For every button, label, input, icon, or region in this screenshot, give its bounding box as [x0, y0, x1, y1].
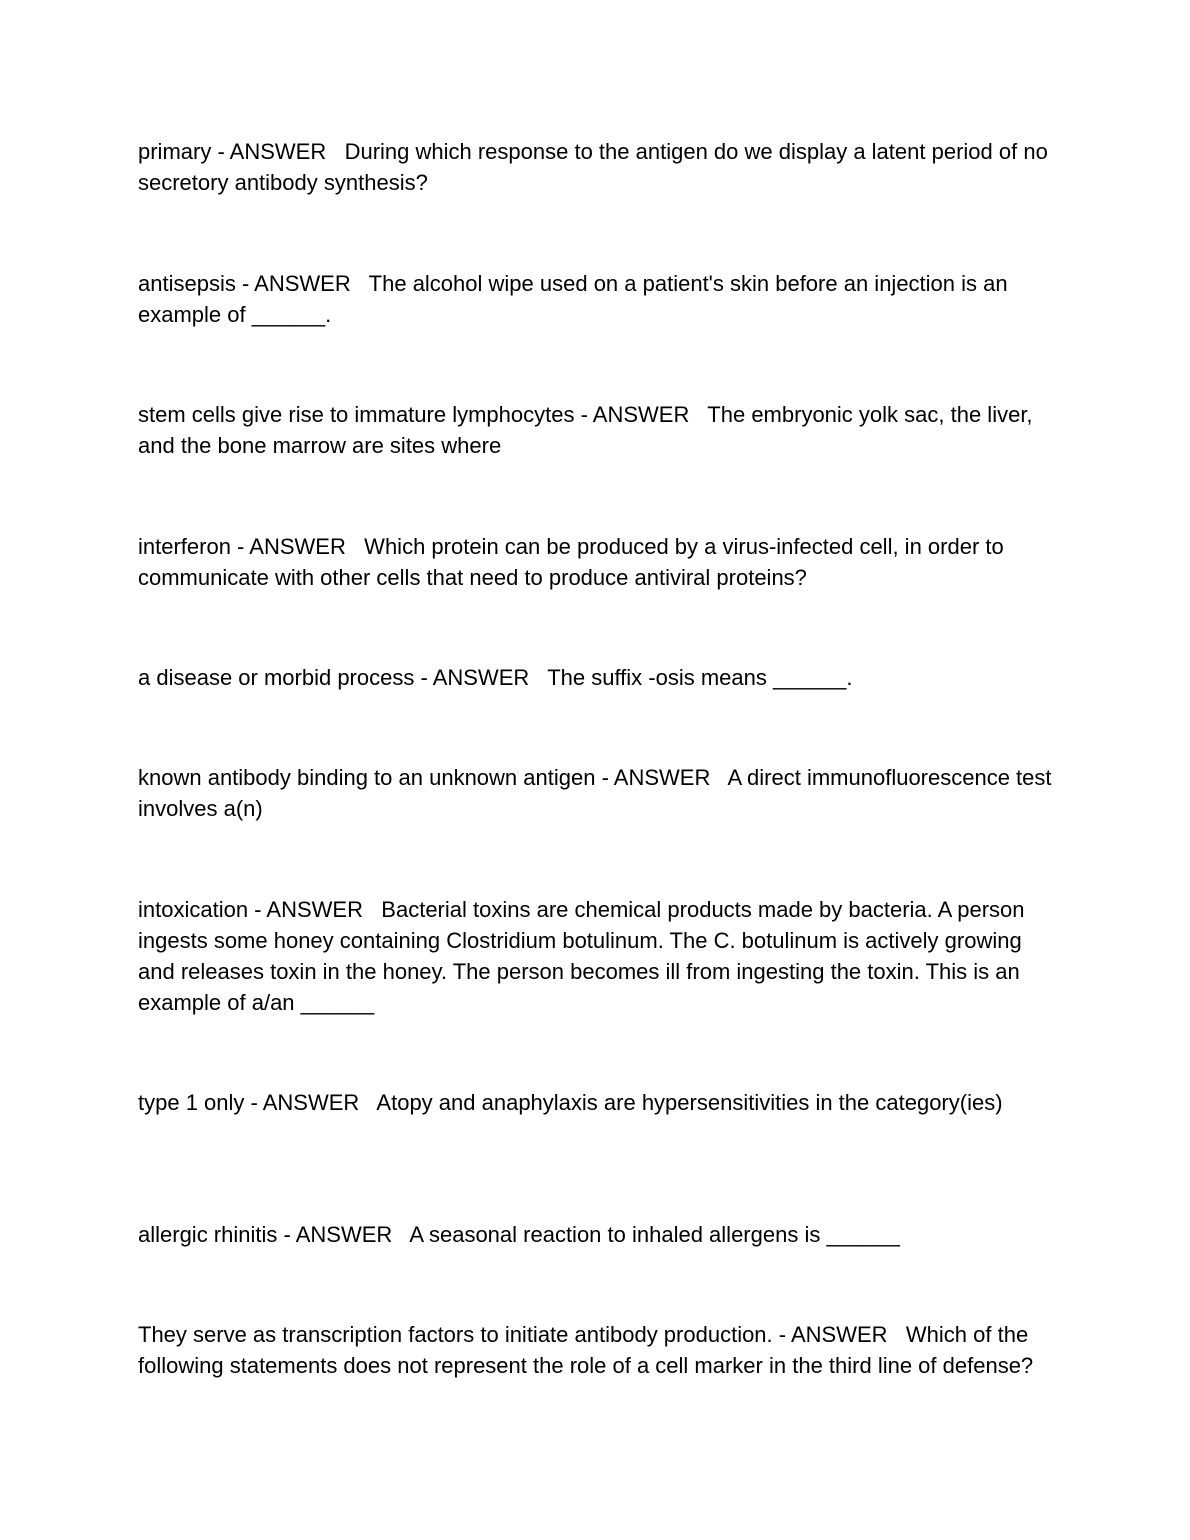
qa-item: type 1 only - ANSWER Atopy and anaphylaxis are hypersensitivities in the category(ies) — [138, 1090, 1003, 1115]
qa-item: They serve as transcription factors to initiate antibody production. - ANSWER Which of the following statements does not represent the role of a cell marker in the third line of defense? — [138, 1322, 1035, 1378]
qa-item: primary - ANSWER During which response to the antigen do we display a latent period of no secretory antibody synthesis? — [138, 139, 1054, 195]
qa-item: a disease or morbid process - ANSWER The suffix -osis means ______. — [138, 665, 853, 690]
qa-item: allergic rhinitis - ANSWER A seasonal reaction to inhaled allergens is ______ — [138, 1222, 900, 1247]
qa-item: interferon - ANSWER Which protein can be produced by a virus-infected cell, in order to communicate with other cells that need to produce antiviral proteins? — [138, 534, 1010, 590]
qa-item: antisepsis - ANSWER The alcohol wipe used on a patient's skin before an injection is an example of ______. — [138, 271, 1014, 327]
qa-item: known antibody binding to an unknown antigen - ANSWER A direct immunofluorescence test involves a(n) — [138, 765, 1058, 821]
qa-item: intoxication - ANSWER Bacterial toxins are chemical products made by bacteria. A person ingests some honey containing Clostridium botulinum. The C. botulinum is actively growing and releases toxin in the honey. The person becomes ill from ingesting the toxin. This is an example of a/an ______ — [138, 897, 1031, 1015]
qa-item: stem cells give rise to immature lymphocytes - ANSWER The embryonic yolk sac, the liver, and the bone marrow are sites where — [138, 402, 1039, 458]
